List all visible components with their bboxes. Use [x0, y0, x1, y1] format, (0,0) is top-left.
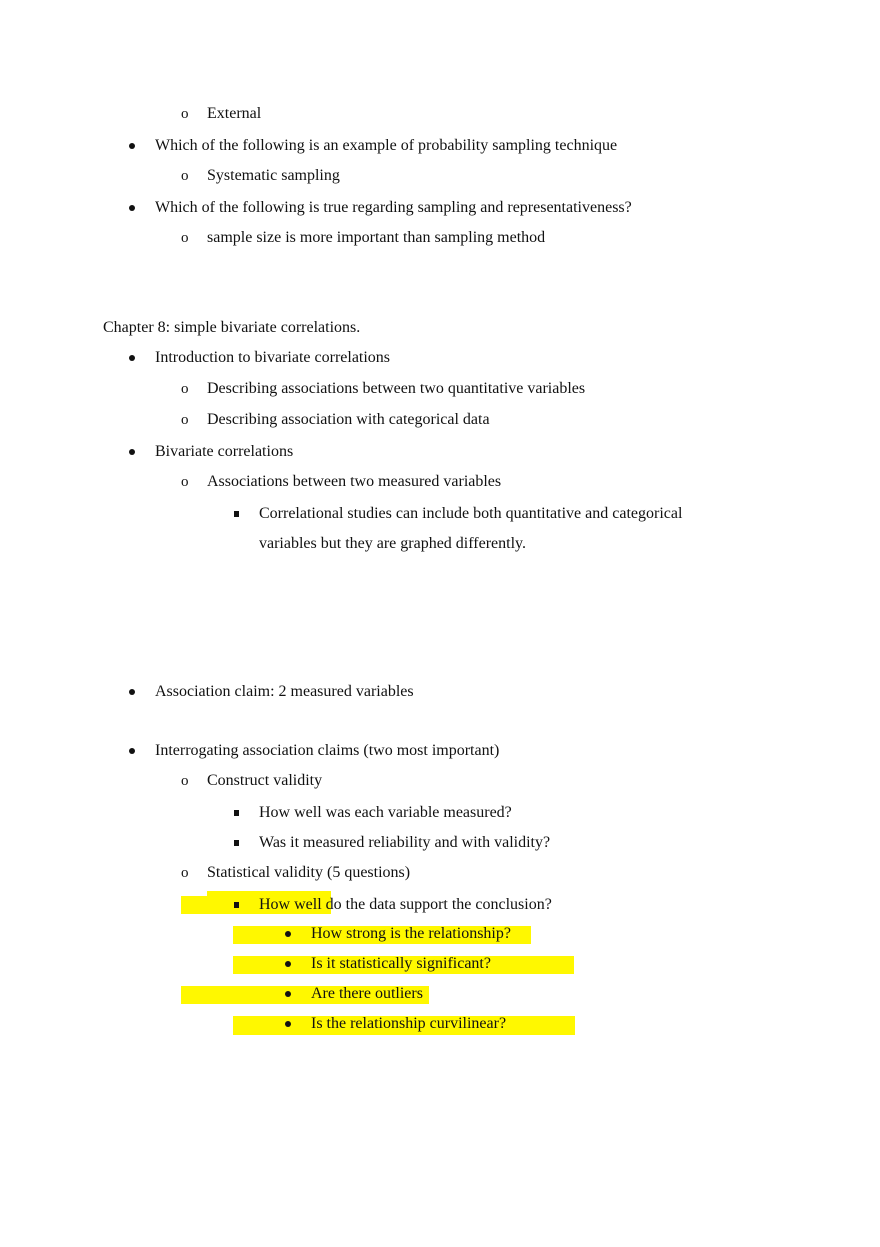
- bullet-dot: [129, 205, 135, 211]
- list-item-text: How strong is the relationship?: [311, 925, 511, 942]
- list-item-text: Is it statistically significant?: [311, 955, 491, 972]
- list-item-text: Was it measured reliability and with validity?: [259, 834, 551, 851]
- list-item-text: Describing associations between two quantitative variables: [207, 380, 586, 397]
- list-item-text: Associations between two measured variables: [207, 473, 502, 490]
- list-item-text: Describing association with categorical data: [207, 411, 490, 428]
- bullet-dot: [129, 143, 135, 149]
- bullet-dot: [129, 449, 135, 455]
- sub-bullet-circle: o: [181, 474, 189, 490]
- sub-bullet-circle: o: [181, 773, 189, 789]
- sub-bullet-circle: o: [181, 865, 189, 881]
- list-item-text: Correlational studies can include both quantitative and categorical: [259, 505, 683, 522]
- bullet-dot: [285, 931, 291, 937]
- list-item-text-continued: variables but they are graphed differently.: [259, 535, 526, 552]
- bullet-dot: [285, 961, 291, 967]
- bullet-dot: [129, 748, 135, 754]
- sub-bullet-circle: o: [181, 168, 189, 184]
- list-item-text: sample size is more important than sampling method: [207, 229, 546, 246]
- list-item-text: Bivariate correlations: [155, 443, 294, 460]
- list-item-text: Interrogating association claims (two most important): [155, 742, 500, 759]
- list-item-text: Systematic sampling: [207, 167, 340, 184]
- bullet-dot: [285, 991, 291, 997]
- list-item-text: Statistical validity (5 questions): [207, 864, 411, 881]
- list-item-text: External: [207, 105, 262, 122]
- sub-bullet-circle: o: [181, 412, 189, 428]
- bullet-square: [234, 902, 239, 908]
- list-item-text: How well do the data support the conclusion?: [259, 896, 552, 913]
- list-item-text: Are there outliers: [311, 985, 423, 1002]
- bullet-dot: [129, 689, 135, 695]
- bullet-square: [234, 810, 239, 816]
- chapter-heading: Chapter 8: simple bivariate correlations.: [103, 319, 361, 336]
- list-item-text: How well was each variable measured?: [259, 804, 512, 821]
- bullet-dot: [285, 1021, 291, 1027]
- bullet-dot: [129, 355, 135, 361]
- list-item-text: Which of the following is an example of probability sampling technique: [155, 137, 618, 154]
- bullet-square: [234, 840, 239, 846]
- sub-bullet-circle: o: [181, 106, 189, 122]
- sub-bullet-circle: o: [181, 381, 189, 397]
- list-item-text: Construct validity: [207, 772, 323, 789]
- list-item-text: Introduction to bivariate correlations: [155, 349, 391, 366]
- bullet-square: [234, 511, 239, 517]
- list-item-text: Which of the following is true regarding sampling and representativeness?: [155, 199, 632, 216]
- list-item-text: Association claim: 2 measured variables: [155, 683, 414, 700]
- list-item-text: Is the relationship curvilinear?: [311, 1015, 507, 1032]
- sub-bullet-circle: o: [181, 230, 189, 246]
